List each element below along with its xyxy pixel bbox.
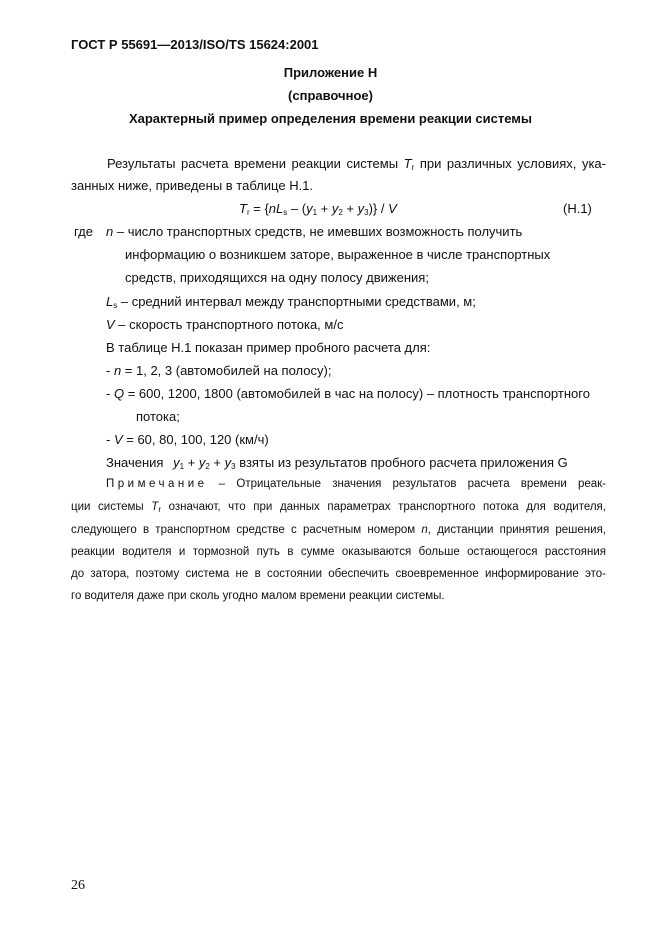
note-line-1: Примечание – Отрицательные значения результатов расчета времени реак- [106, 478, 607, 490]
appendix-title: Приложение Н [283, 65, 378, 80]
values-line: Значения $y_1 + y_2 + y_3$ взяты из результатов пробного расчета приложения G [106, 455, 568, 471]
list-item-v: - V = 60, 80, 100, 120 (км/ч) [106, 432, 269, 447]
list-item-q: - Q = 600, 1200, 1800 (автомобилей в час на полосу) – плотность транспортного [106, 386, 590, 401]
note-label: Примечание [106, 478, 208, 490]
note-line-5: до затора, поэтому система не в состоянии обеспечить своевременное информирование это- [71, 568, 606, 580]
definition-n-line-2: информацию о возникшем заторе, выраженное в числе транспортных [125, 247, 551, 262]
definition-ls: $L_s$ – средний интервал между транспортными средствами, м; [106, 294, 476, 310]
formula-number: (Н.1) [563, 201, 592, 216]
note-line-4: реакции водителя и тормозной путь в сумме оказываются больше остающегося расстояния [71, 546, 606, 558]
standard-designation: ГОСТ Р 55691—2013/ISO/TS 15624:2001 [71, 37, 319, 52]
where-label: где [74, 224, 93, 239]
definition-n: n – число транспортных средств, не имевших возможность получить [106, 224, 523, 239]
note-line-6: го водителя даже при сколь угодно малом времени реакции системы. [71, 590, 445, 602]
definition-n-line-3: средств, приходящихся на одну полосу движения; [125, 270, 429, 285]
list-item-q-continuation: потока; [136, 409, 180, 424]
definition-v: V – скорость транспортного потока, м/с [106, 317, 344, 332]
formula: $T_r = \{nL_s - (y_1 + y_2 + y_3)\} / V$ [239, 201, 397, 217]
page-number: 26 [71, 878, 85, 893]
intro-line-2: занных ниже, приведены в таблице Н.1. [71, 178, 314, 193]
appendix-heading: Характерный пример определения времени реакции системы [128, 111, 533, 126]
table-intro: В таблице Н.1 показан пример пробного расчета для: [106, 340, 431, 355]
note-line-2: ции системы $T_r$ означают, что при данных параметрах транспортного потока для водителя, [71, 501, 606, 514]
appendix-type: (справочное) [288, 88, 373, 103]
list-item-n: - n = 1, 2, 3 (автомобилей на полосу); [106, 363, 332, 378]
note-line-3: следующего в транспортном средстве с расчетным номером n, дистанции принятия решения, [71, 524, 607, 536]
intro-line-1: Результаты расчета времени реакции системы $T_r$ при различных условиях, ука- [107, 156, 606, 172]
